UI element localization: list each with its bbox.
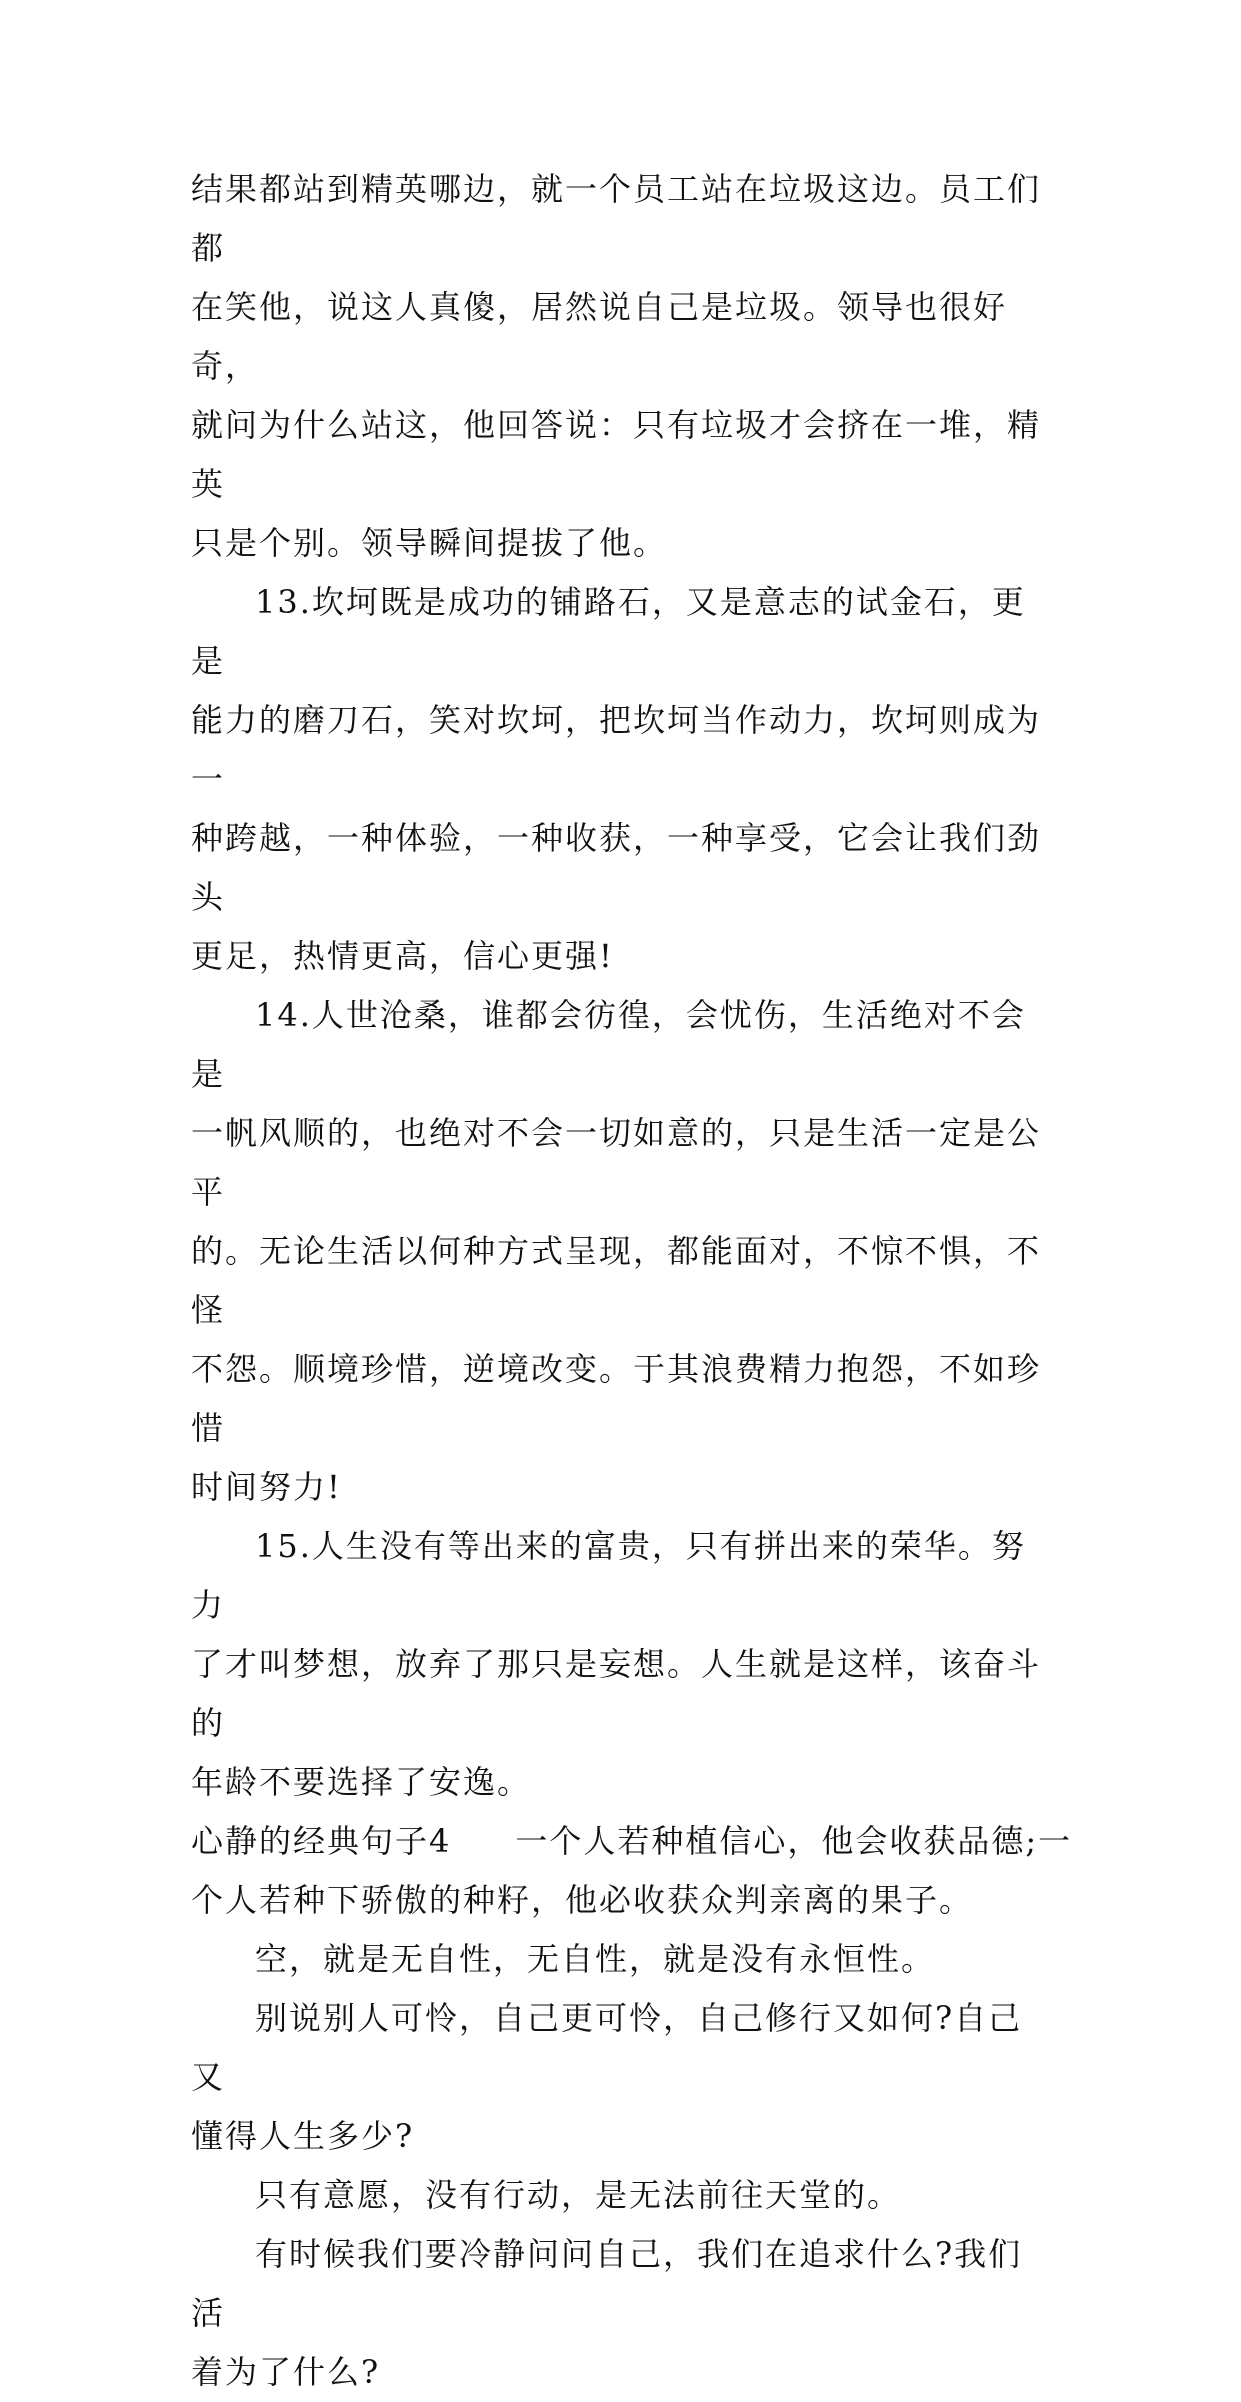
text-line: 结果都站到精英哪边，就一个员工站在垃圾这边。员工们都 (191, 170, 1042, 267)
quote-action (191, 2166, 1051, 2225)
text-line: 不怨。顺境珍惜，逆境改变。于其浪费精力抱怨，不如珍惜 (191, 1350, 1042, 1447)
text-line: 只是个别。领导瞬间提拔了他。 (191, 524, 668, 562)
text-line: 年龄不要选择了安逸。 (191, 1763, 532, 1801)
text-line: 更足，热情更高，信心更强! (191, 937, 614, 975)
text-line: 在笑他，说这人真傻，居然说自己是垃圾。领导也很好奇， (191, 288, 1008, 385)
quote-emptiness (191, 1930, 1051, 1989)
text-line: 的。无论生活以何种方式呈现，都能面对，不惊不惧，不怪 (191, 1232, 1042, 1329)
quote-pursuit (191, 2225, 1051, 2402)
text-line: 只有意愿，没有行动，是无法前往天堂的。 (255, 2176, 902, 2214)
text-line: 种跨越，一种体验，一种收获，一种享受，它会让我们劲头 (191, 819, 1042, 916)
paragraph-item-14 (191, 986, 1051, 1517)
text-line: 空，就是无自性，无自性，就是没有永恒性。 (255, 1940, 936, 1978)
text-line: 懂得人生多少? (191, 2117, 415, 2155)
text-line: 个人若种下骄傲的种籽，他必收获众判亲离的果子。 (191, 1881, 974, 1919)
text-line: 着为了什么? (191, 2353, 381, 2391)
text-line: 15.人生没有等出来的富贵，只有拼出来的荣华。努力 (191, 1527, 1026, 1624)
text-line: 时间努力! (191, 1468, 342, 1506)
section-heading: 心静的经典句子4 (191, 1822, 452, 1860)
text-line: 14.人世沧桑，谁都会彷徨，会忧伤，生活绝对不会是 (191, 996, 1026, 1093)
section-intro (191, 1812, 1073, 1930)
text-line: 13.坎坷既是成功的铺路石，又是意志的试金石，更是 (191, 583, 1026, 680)
paragraph-item-13 (191, 573, 1051, 986)
document-body (191, 160, 1073, 2402)
quote-self-reflection (191, 1989, 1051, 2166)
text-line: 了才叫梦想，放弃了那只是妄想。人生就是这样，该奋斗的 (191, 1645, 1042, 1742)
text-line: 有时候我们要冷静问问自己，我们在追求什么?我们活 (191, 2235, 1023, 2332)
paragraph-item-15 (191, 1517, 1051, 1812)
text-line: 别说别人可怜，自己更可怜，自己修行又如何?自己又 (191, 1999, 1023, 2096)
text-line: 就问为什么站这，他回答说：只有垃圾才会挤在一堆，精英 (191, 406, 1042, 503)
section-heading-row (191, 1822, 1072, 1860)
paragraph-story-ending (191, 160, 1051, 573)
text-line: 能力的磨刀石，笑对坎坷，把坎坷当作动力，坎坷则成为一 (191, 701, 1042, 798)
text-line: 一帆风顺的，也绝对不会一切如意的，只是生活一定是公平 (191, 1114, 1042, 1211)
text-line: 一个人若种植信心，他会收获品德;一 (515, 1822, 1073, 1860)
